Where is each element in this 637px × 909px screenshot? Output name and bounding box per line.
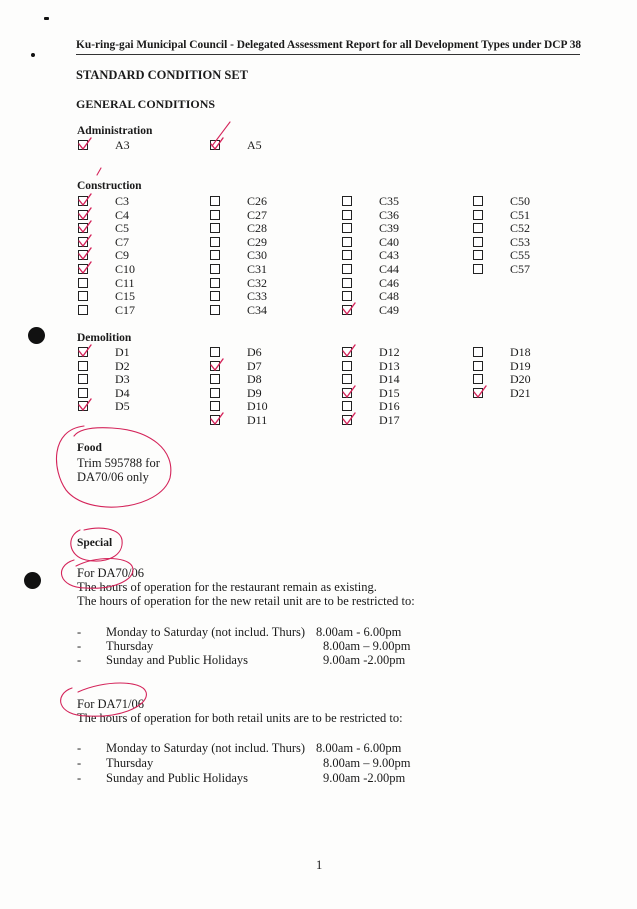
condition-code: C5 <box>115 221 130 236</box>
condition-checkbox[interactable] <box>78 305 88 315</box>
special-ref: For DA70/06 <box>77 566 145 580</box>
condition-code: D16 <box>379 399 400 414</box>
condition-checkbox[interactable] <box>78 196 88 206</box>
checkmark-icon <box>78 248 92 262</box>
condition-code: C33 <box>247 289 268 304</box>
condition-code: C48 <box>379 289 400 304</box>
condition-code: D19 <box>510 358 531 373</box>
section-title-demolition: Demolition <box>77 332 132 344</box>
condition-checkbox[interactable] <box>342 223 352 233</box>
scan-speck <box>31 53 35 57</box>
condition-checkbox[interactable] <box>473 223 483 233</box>
condition-code: C17 <box>115 302 136 317</box>
condition-code: D18 <box>510 345 531 359</box>
condition-checkbox[interactable] <box>78 401 88 411</box>
condition-checkbox[interactable] <box>473 374 483 384</box>
checkmark-icon <box>210 359 224 373</box>
condition-checkbox[interactable] <box>78 237 88 247</box>
condition-checkbox[interactable] <box>210 388 220 398</box>
hours-label: Sunday and Public Holidays <box>106 653 249 667</box>
hours-label: Thursday <box>106 639 154 653</box>
punch-hole <box>28 327 45 344</box>
condition-checkbox[interactable] <box>342 291 352 301</box>
condition-code: C28 <box>247 221 268 236</box>
condition-checkbox[interactable] <box>342 388 352 398</box>
condition-checkbox[interactable] <box>210 223 220 233</box>
checkmark-icon <box>78 345 92 359</box>
condition-code: C7 <box>115 234 130 249</box>
condition-checkbox[interactable] <box>473 388 483 398</box>
condition-code: C57 <box>510 262 531 276</box>
condition-code: C50 <box>510 194 531 208</box>
condition-checkbox[interactable] <box>342 401 352 411</box>
hours-label: Monday to Saturday (not includ. Thurs) <box>106 625 306 639</box>
condition-code: D10 <box>247 399 268 414</box>
condition-code: C36 <box>379 207 400 222</box>
condition-code: D7 <box>247 358 262 373</box>
hours-bullet: - <box>77 639 82 653</box>
section-title-special: Special <box>77 537 113 549</box>
condition-checkbox[interactable] <box>342 237 352 247</box>
condition-checkbox[interactable] <box>342 278 352 288</box>
condition-code: C35 <box>379 194 400 208</box>
condition-checkbox[interactable] <box>210 237 220 247</box>
condition-code: C44 <box>379 262 400 276</box>
condition-checkbox[interactable] <box>342 196 352 206</box>
condition-checkbox[interactable] <box>78 140 88 150</box>
condition-checkbox[interactable] <box>473 250 483 260</box>
condition-code: A5 <box>247 138 262 152</box>
condition-checkbox[interactable] <box>210 278 220 288</box>
condition-checkbox[interactable] <box>78 291 88 301</box>
condition-code: C51 <box>510 207 531 222</box>
condition-checkbox[interactable] <box>78 374 88 384</box>
condition-checkbox[interactable] <box>78 223 88 233</box>
hours-bullet: - <box>77 625 82 639</box>
condition-checkbox[interactable] <box>473 347 483 357</box>
condition-checkbox[interactable] <box>78 250 88 260</box>
condition-code: C11 <box>115 275 135 290</box>
condition-checkbox[interactable] <box>210 140 220 150</box>
checkmark-icon <box>78 208 92 222</box>
condition-checkbox[interactable] <box>210 374 220 384</box>
hours-label: Sunday and Public Holidays <box>106 771 249 785</box>
condition-code: D5 <box>115 399 130 414</box>
hours-bullet: - <box>77 653 82 667</box>
condition-checkbox[interactable] <box>210 291 220 301</box>
checkmark-icon <box>342 413 356 427</box>
condition-code: C15 <box>115 289 136 304</box>
condition-code: C31 <box>247 262 268 276</box>
checkmark-icon <box>342 303 356 317</box>
checkmark-icon <box>78 399 92 413</box>
condition-checkbox[interactable] <box>473 361 483 371</box>
condition-code: C29 <box>247 234 268 249</box>
condition-checkbox[interactable] <box>473 264 483 274</box>
condition-code: C40 <box>379 234 400 249</box>
condition-checkbox[interactable] <box>473 196 483 206</box>
special-line: The hours of operation for the new retail unit are to be restricted to: <box>77 594 415 608</box>
special-line: The hours of operation for the restaurant remain as existing. <box>77 580 377 594</box>
condition-checkbox[interactable] <box>342 210 352 220</box>
condition-code: D11 <box>247 413 268 427</box>
hours-time: 8.00am – 9.00pm <box>323 756 411 770</box>
condition-checkbox[interactable] <box>473 237 483 247</box>
hours-time: 9.00am -2.00pm <box>323 653 406 667</box>
condition-checkbox[interactable] <box>210 264 220 274</box>
condition-code: D14 <box>379 372 400 387</box>
section-title-administration: Administration <box>77 125 153 137</box>
condition-checkbox[interactable] <box>210 250 220 260</box>
condition-checkbox[interactable] <box>210 415 220 425</box>
food-line: Trim 595788 for <box>77 456 160 470</box>
condition-code: C10 <box>115 262 136 276</box>
condition-code: C3 <box>115 194 130 208</box>
condition-code: D1 <box>115 345 130 359</box>
condition-code: C52 <box>510 221 531 236</box>
page-number: 1 <box>316 858 323 872</box>
condition-checkbox[interactable] <box>78 264 88 274</box>
condition-checkbox[interactable] <box>78 388 88 398</box>
condition-code: D9 <box>247 385 262 400</box>
checkmark-icon <box>473 386 487 400</box>
hours-time: 8.00am - 6.00pm <box>316 625 402 639</box>
checkmark-icon <box>78 138 92 152</box>
condition-code: C32 <box>247 275 268 290</box>
hours-time: 8.00am - 6.00pm <box>316 741 402 755</box>
condition-code: D15 <box>379 385 400 400</box>
condition-code: C9 <box>115 248 130 263</box>
condition-code: D17 <box>379 413 400 427</box>
page-subheading: GENERAL CONDITIONS <box>76 97 216 111</box>
condition-checkbox[interactable] <box>78 347 88 357</box>
condition-checkbox[interactable] <box>342 374 352 384</box>
hours-time: 8.00am – 9.00pm <box>323 639 411 653</box>
special-line: The hours of operation for both retail units are to be restricted to: <box>77 711 403 725</box>
condition-checkbox[interactable] <box>210 196 220 206</box>
condition-code: C4 <box>115 207 130 222</box>
document-header: Ku-ring-gai Municipal Council - Delegated Assessment Report for all Development Types under DCP 38 <box>76 39 582 51</box>
section-title-food: Food <box>77 442 102 454</box>
hours-bullet: - <box>77 756 82 770</box>
condition-code: D21 <box>510 385 531 400</box>
condition-checkbox[interactable] <box>210 401 220 411</box>
condition-checkbox[interactable] <box>78 278 88 288</box>
condition-code: C30 <box>247 248 268 263</box>
checkmark-icon <box>78 262 92 276</box>
condition-code: D8 <box>247 372 262 387</box>
condition-code: A3 <box>115 138 130 152</box>
checkmark-icon <box>342 386 356 400</box>
checkmark-icon <box>78 221 92 235</box>
condition-code: C49 <box>379 302 400 317</box>
hours-label: Monday to Saturday (not includ. Thurs) <box>106 741 306 755</box>
condition-checkbox[interactable] <box>342 415 352 425</box>
condition-checkbox[interactable] <box>342 250 352 260</box>
condition-code: C26 <box>247 194 268 208</box>
condition-code: C39 <box>379 221 400 236</box>
hours-time: 9.00am -2.00pm <box>323 771 406 785</box>
checkmark-icon <box>210 138 224 152</box>
condition-checkbox[interactable] <box>342 361 352 371</box>
condition-checkbox[interactable] <box>210 210 220 220</box>
condition-checkbox[interactable] <box>210 361 220 371</box>
page-heading: STANDARD CONDITION SET <box>76 68 249 82</box>
condition-checkbox[interactable] <box>210 305 220 315</box>
condition-code: D3 <box>115 372 130 387</box>
scan-speck <box>44 17 49 20</box>
condition-code: C46 <box>379 275 400 290</box>
food-line: DA70/06 only <box>77 470 149 484</box>
condition-code: C53 <box>510 234 531 249</box>
condition-code: D2 <box>115 358 130 373</box>
condition-code: C55 <box>510 248 531 263</box>
checkmark-icon <box>78 194 92 208</box>
condition-code: D12 <box>379 345 400 359</box>
hours-label: Thursday <box>106 756 154 770</box>
condition-code: C27 <box>247 207 268 222</box>
punch-hole <box>24 572 41 589</box>
condition-checkbox[interactable] <box>342 264 352 274</box>
hours-bullet: - <box>77 741 82 755</box>
condition-code: D6 <box>247 345 262 359</box>
condition-code: D4 <box>115 385 130 400</box>
section-title-construction: Construction <box>77 180 142 192</box>
condition-checkbox[interactable] <box>78 361 88 371</box>
hours-bullet: - <box>77 771 82 785</box>
condition-code: C34 <box>247 302 268 317</box>
condition-code: C43 <box>379 248 400 263</box>
condition-checkbox[interactable] <box>342 347 352 357</box>
checkmark-icon <box>210 413 224 427</box>
condition-checkbox[interactable] <box>342 305 352 315</box>
checkmark-icon <box>342 345 356 359</box>
condition-checkbox[interactable] <box>210 347 220 357</box>
condition-checkbox[interactable] <box>78 210 88 220</box>
condition-code: D20 <box>510 372 531 387</box>
header-rule <box>76 54 580 55</box>
checkmark-icon <box>78 235 92 249</box>
condition-code: D13 <box>379 358 400 373</box>
special-ref: For DA71/06 <box>77 697 145 711</box>
condition-checkbox[interactable] <box>473 210 483 220</box>
